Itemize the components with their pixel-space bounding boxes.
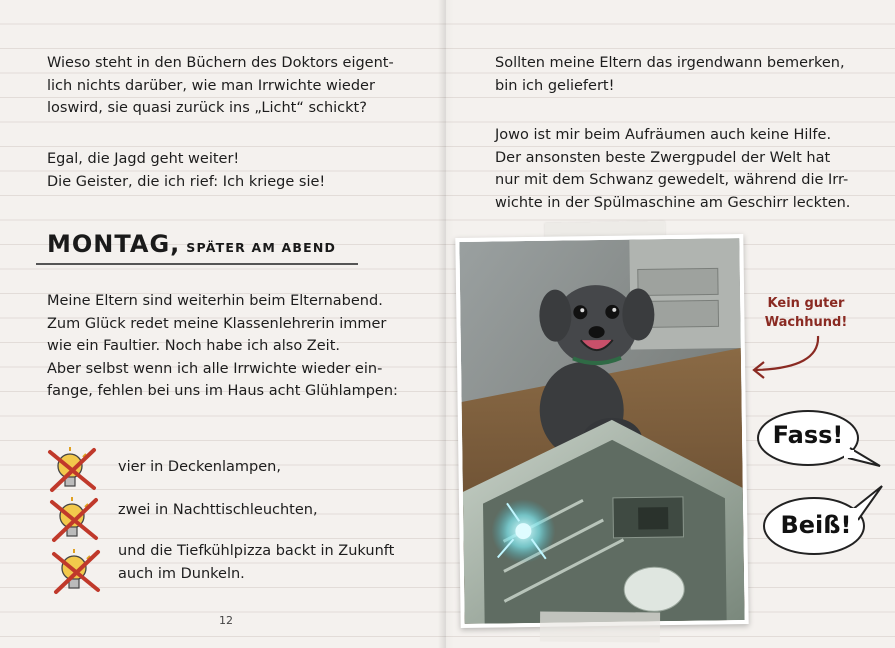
bullet-text-2: zwei in Nachttischleuchten, <box>118 502 318 518</box>
tape-strip-bottom <box>540 611 660 642</box>
dog-photo <box>455 234 748 628</box>
left-page <box>0 0 446 648</box>
speech-bubble-fass-text: Fass! <box>772 421 844 449</box>
speech-bubble-beiss-text: Beiß! <box>780 511 852 539</box>
left-paragraph-2: Egal, die Jagd geht weiter! Die Geister, die ich rief: Ich kriege sie! <box>47 151 326 190</box>
left-paragraph-3: Meine Eltern sind weiterhin beim Elternabend. Zum Glück redet meine Klassenlehrerin immer wie ein Faultier. Noch habe ich also Zeit. Aber selbst wenn ich alle Irrwichte wieder ein- fange, fehlen bei uns im Haus acht Glühlampen: <box>47 293 398 399</box>
crossed-lightbulb-icon <box>46 546 106 598</box>
right-paragraph-1: Sollten meine Eltern das irgendwann bemerken, bin ich geliefert! <box>495 55 845 94</box>
bullet-text-3: und die Tiefkühlpizza backt in Zukunft auch im Dunkeln. <box>118 543 395 582</box>
curved-arrow-icon <box>748 332 828 382</box>
bullet-text-1: vier in Deckenlampen, <box>118 459 281 475</box>
heading-main: MONTAG, <box>47 230 181 258</box>
heading-underline <box>36 263 358 265</box>
heading-sub: SPÄTER AM ABEND <box>186 240 337 255</box>
crossed-lightbulb-icon <box>44 494 104 546</box>
section-heading <box>47 230 336 258</box>
annotation-text: Kein guter Wachhund! <box>764 296 848 330</box>
page-number: 12 <box>219 614 233 627</box>
dog-photo-image <box>459 238 744 624</box>
crossed-lightbulb-icon <box>42 444 102 496</box>
book-gutter <box>438 0 454 648</box>
right-paragraph-2: Jowo ist mir beim Aufräumen auch keine Hilfe. Der ansonsten beste Zwergpudel der Welt hat nur mit dem Schwanz gewedelt, während die Irr- wichte in der Spülmaschine am Geschirr leckten. <box>495 127 851 211</box>
dog-illustration <box>459 238 744 624</box>
left-paragraph-1: Wieso steht in den Büchern des Doktors eigent- lich nichts darüber, wie man Irrwichte wieder loswird, sie quasi zurück ins „Licht“ schickt? <box>47 55 394 116</box>
